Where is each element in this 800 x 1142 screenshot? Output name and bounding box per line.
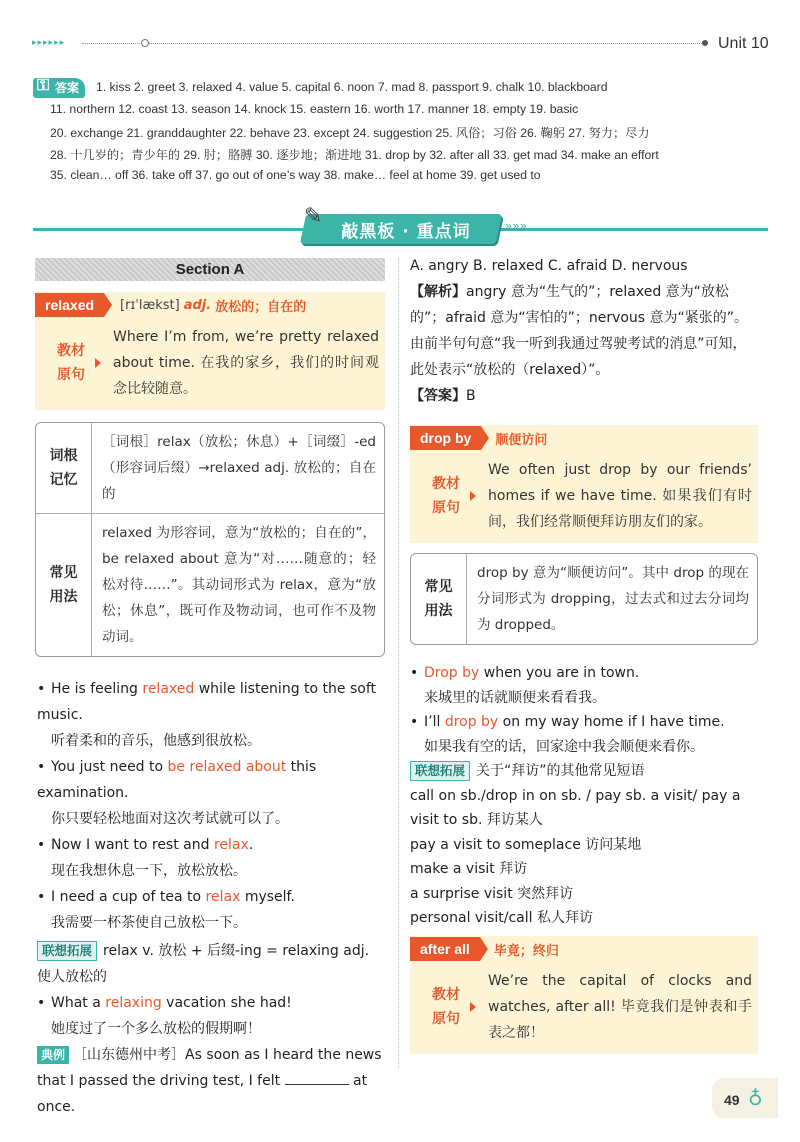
- analysis-text: angry 意为“生气的”；relaxed 意为“放松的”；afraid 意为“害怕的”；nervous 意为“紧张的”。由前半句句意“我一听到我通过驾驶考试的消息”可知，此处表示“放松的（relaxed）”。: [410, 284, 749, 378]
- page-number: 49: [724, 1092, 740, 1108]
- analysis: [410, 279, 760, 383]
- example-translation: 听着柔和的音乐，他感到很放松。: [51, 733, 261, 749]
- note-box-relaxed: [35, 422, 385, 657]
- key-icon: ⚿: [37, 75, 50, 94]
- balloon-icon: ♁: [748, 1086, 763, 1110]
- options: A. angry B. relaxed C. afraid D. nervous: [410, 258, 688, 274]
- word-tag: after all: [410, 937, 480, 961]
- textbook-label: [416, 968, 476, 1046]
- typical-text-end: at once.: [37, 1073, 368, 1115]
- answer-line-1: 1. kiss 2. greet 3. relaxed 4. value 5. capital 6. noon 7. mad 8. passport 9. chalk 10. blackboard: [96, 80, 608, 94]
- example-highlight: relax: [213, 837, 249, 853]
- label-line: 教材: [57, 343, 85, 359]
- usage-text: relaxed 为形容词，意为“放松的；自在的”，be relaxed about 意为“对……随意的；轻松对待……”。其动词形式为 relax，意为“放松；休息”，既可作及物动词，也可作不及物动词。: [102, 525, 376, 645]
- textbook-sentence: We often just drop by our friends’ homes if we have time. 如果我们有时间，我们经常顺便拜访朋友们的家。: [488, 462, 752, 530]
- example-item: • He is feeling relaxed while listening to the soft music. 听着柔和的音乐，他感到很放松。: [37, 676, 387, 754]
- example-text: .: [248, 837, 254, 853]
- example-translation: 如果我有空的话，回家途中我会顺便来看你。: [424, 738, 704, 755]
- phrase-line: call on sb./drop in on sb. / pay sb. a visit/ pay a visit to sb. 拜访某人: [410, 787, 741, 828]
- example-highlight: relax: [205, 889, 241, 905]
- example-text: He is feeling: [51, 681, 143, 697]
- example-highlight: relaxed: [142, 681, 195, 697]
- label-line: 教材: [432, 476, 460, 492]
- word-meaning: 放松的；自在的: [215, 299, 307, 315]
- textbook-label: [41, 324, 101, 402]
- phrase-line: personal visit/call 私人拜访: [410, 910, 593, 926]
- example-text: vacation she had!: [161, 995, 292, 1011]
- answer-badge: [33, 75, 85, 98]
- word-card-body: [35, 318, 385, 410]
- banner-title: 敲黑板 · 重点词: [341, 222, 471, 242]
- example-text: What a: [51, 995, 106, 1011]
- answer-line-3: 20. exchange 21. granddaughter 22. behave 23. except 24. suggestion 25. 风俗；习俗 26. 鞠躬 27. 努力；尽力: [50, 126, 650, 140]
- label-line: 词根: [49, 448, 78, 464]
- answer-blank[interactable]: [285, 1071, 349, 1085]
- word-tag: drop by: [410, 426, 481, 450]
- textbook-sentence: We’re the capital of clocks and watches, after all! 毕竟我们是钟表和手表之都！: [488, 973, 752, 1041]
- header-dot-end: [702, 40, 708, 46]
- word-meaning: 毕竟；终归: [493, 943, 559, 959]
- example-translation: 你只要轻松地面对这次考试就可以了。: [51, 811, 289, 827]
- word-card-drop-by: [410, 425, 758, 543]
- answer-tag: 【答案】: [410, 388, 466, 404]
- example-highlight: Drop by: [424, 665, 480, 681]
- page-number-tab: [712, 1078, 778, 1118]
- root-label: [36, 423, 92, 513]
- word-card-header: [410, 936, 758, 962]
- textbook-label: [416, 457, 476, 535]
- example-item: • I need a cup of tea to relax myself. 我需要一杯茶使自己放松一下。: [37, 884, 387, 936]
- word-meaning: 顺便访问: [495, 432, 548, 448]
- analysis-tag: 【解析】: [410, 284, 466, 300]
- label-line: 原句: [432, 500, 460, 516]
- question-block: [410, 253, 760, 409]
- label-line: 教材: [432, 987, 460, 1003]
- usage-label: [36, 514, 92, 656]
- extend-row: [37, 938, 387, 990]
- example-list-relaxed: [37, 676, 387, 1120]
- header-rule: [82, 43, 702, 44]
- example-item: • Drop by when you are in town. 来城里的话就顺便来看看我。: [410, 661, 760, 710]
- word-card-header: [410, 425, 758, 451]
- word-tag: relaxed: [35, 293, 104, 317]
- example-highlight: be relaxed about: [167, 759, 287, 775]
- answer-badge-label: 答案: [55, 81, 80, 95]
- example-item: • I’ll drop by on my way home if I have time. 如果我有空的话，回家途中我会顺便来看你。: [410, 710, 760, 759]
- example-text: while listening to the soft music.: [37, 681, 376, 723]
- section-heading: Section A: [35, 258, 385, 281]
- phonetic: [rɪˈlækst]: [120, 297, 180, 313]
- textbook-sentence: Where I’m from, we’re pretty relaxed about time. 在我的家乡，我们的时间观念比较随意。: [113, 329, 379, 397]
- usage-label: [411, 554, 467, 644]
- word-card-relaxed: [35, 292, 385, 410]
- note-row-usage: [411, 554, 757, 644]
- label-line: 记忆: [49, 472, 78, 488]
- extend-tag: 联想拓展: [37, 941, 97, 961]
- typical-example: [37, 1042, 387, 1120]
- banner-arrows: »»»: [505, 219, 528, 233]
- example-translation: 我需要一杯茶使自己放松一下。: [51, 915, 247, 931]
- phrase-line: pay a visit to someplace 访问某地: [410, 836, 642, 853]
- mascot-icon: ✎: [304, 204, 323, 229]
- example-highlight: drop by: [444, 714, 499, 730]
- note-box-drop-by: [410, 553, 758, 645]
- example-highlight: relaxing: [105, 995, 162, 1011]
- example-text: myself.: [240, 889, 295, 905]
- answer-line-4: 28. 十几岁的；青少年的 29. 肘；胳膊 30. 逐步地；渐进地 31. drop by 32. after all 33. get mad 34. make an effort: [50, 148, 659, 162]
- note-row-usage: [36, 513, 384, 656]
- label-line: 用法: [49, 589, 78, 605]
- word-card-header: [35, 292, 385, 318]
- root-text: ［词根］relax（放松；休息）+［词缀］-ed（形容词后缀）→relaxed adj. 放松的；自在的: [102, 434, 376, 502]
- example-text: You just need to: [51, 759, 168, 775]
- answer-line-2: 11. northern 12. coast 13. season 14. knock 15. eastern 16. worth 17. manner 18. empty 19. basic: [50, 102, 579, 116]
- example-translation: 她度过了一个多么放松的假期啊！: [51, 1021, 261, 1037]
- example-text: I’ll: [424, 714, 445, 730]
- word-card-body: [410, 451, 758, 543]
- example-item: • You just need to be relaxed about this examination. 你只要轻松地面对这次考试就可以了。: [37, 754, 387, 832]
- example-translation: 来城里的话就顺便来看看我。: [424, 689, 606, 706]
- label-line: 用法: [424, 603, 453, 619]
- extend-tag: 联想拓展: [410, 761, 470, 781]
- label-line: 原句: [432, 1011, 460, 1027]
- typical-text: As soon as I heard the news that I passed the driving test, I felt: [37, 1047, 382, 1089]
- example-translation: 现在我想休息一下，放松放松。: [51, 863, 247, 879]
- example-item: • What a relaxing vacation she had! 她度过了一个多么放松的假期啊！: [37, 990, 387, 1042]
- extend-text: relax v. 放松 + 后缀-ing = relaxing adj. 使人放松的: [37, 943, 370, 985]
- example-item: • Now I want to rest and relax. 现在我想休息一下，放松放松。: [37, 832, 387, 884]
- example-text: on my way home if I have time.: [498, 714, 725, 730]
- typical-source: ［山东德州中考］: [73, 1047, 186, 1063]
- typical-tag: 典例: [37, 1046, 69, 1064]
- answer-value: B: [466, 388, 476, 404]
- unit-title: Unit 10: [718, 35, 769, 52]
- column-divider: [398, 258, 399, 1068]
- extend-row: [410, 759, 760, 784]
- usage-text: drop by 意为“顺便访问”。其中 drop 的现在分词形式为 dropping，过去式和过去分词均为 dropped。: [477, 565, 749, 633]
- word-card-after-all: [410, 936, 758, 1054]
- answer-line-5: 35. clean… off 36. take off 37. go out of one’s way 38. make… feel at home 39. get used to: [50, 168, 541, 182]
- extend-title: 关于“拜访”的其他常见短语: [476, 763, 645, 779]
- part-of-speech: adj.: [183, 297, 212, 313]
- example-list-drop-by: [410, 661, 760, 931]
- example-text: Now I want to rest and: [51, 837, 214, 853]
- note-row-root: [36, 423, 384, 513]
- label-line: 常见: [49, 565, 78, 581]
- header-dot: [141, 39, 149, 47]
- example-text: when you are in town.: [479, 665, 640, 681]
- phrase-line: make a visit 拜访: [410, 861, 528, 877]
- label-line: 原句: [57, 367, 85, 383]
- phrase-line: a surprise visit 突然拜访: [410, 885, 574, 902]
- answer: [410, 383, 760, 409]
- header-arrows: ▸▸▸▸▸▸: [32, 38, 66, 48]
- example-text: I need a cup of tea to: [51, 889, 206, 905]
- word-card-body: [410, 962, 758, 1054]
- example-text: this examination.: [37, 759, 317, 801]
- label-line: 常见: [424, 579, 453, 595]
